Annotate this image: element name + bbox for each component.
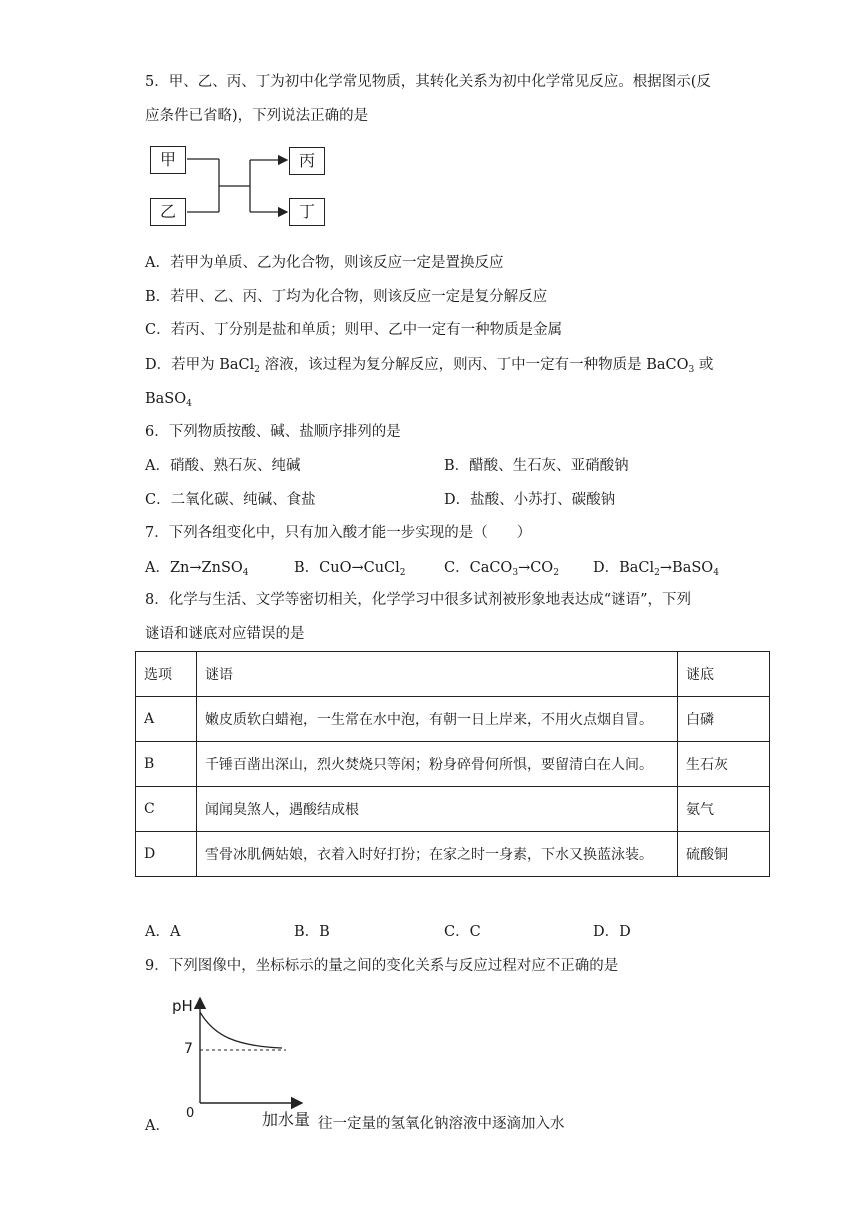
row-answer: 白磷 [678, 697, 770, 742]
q6-option-a: A．硝酸、熟石灰、纯碱 [145, 458, 301, 474]
diagram-box-bing: 丙 [289, 147, 325, 175]
q6-option-b: B．醋酸、生石灰、亚硝酸钠 [444, 458, 629, 474]
q7-option-d-text2: →BaSO [659, 560, 714, 576]
row-answer: 生石灰 [678, 742, 770, 787]
q7-stem: 7．下列各组变化中，只有加入酸才能一步实现的是（ ） [145, 525, 532, 541]
graph-origin: 0 [186, 1106, 195, 1121]
q7-option-c-text1: C．CaCO [444, 560, 513, 576]
q5-option-d-part3: 或 [694, 357, 714, 373]
q5-stem-line1: 5．甲、乙、丙、丁为初中化学常见物质，其转化关系为初中化学常见反应。根据图示(反 [145, 74, 711, 90]
q5-option-c: C．若丙、丁分别是盐和单质；则甲、乙中一定有一种物质是金属 [145, 322, 563, 338]
diagram-box-ding: 丁 [289, 198, 325, 226]
header-answer: 谜底 [678, 652, 770, 697]
q8-option-c: C．C [444, 924, 481, 940]
q5-option-b: B．若甲、乙、丙、丁均为化合物，则该反应一定是复分解反应 [145, 289, 548, 305]
graph-xlabel: 加水量 [262, 1110, 311, 1129]
row-option: A [136, 697, 197, 742]
row-answer: 氨气 [678, 787, 770, 832]
q8-option-d: D．D [593, 924, 631, 940]
q7-option-d-sub2: 4 [713, 568, 719, 578]
diagram-box-jia: 甲 [150, 146, 186, 174]
q5-option-d-sub2: 3 [688, 365, 695, 375]
q7-option-a-text: A．Zn→ZnSO [145, 560, 243, 576]
row-riddle: 闻闻臭煞人，遇酸结成根 [197, 787, 678, 832]
ph-curve [200, 1012, 282, 1048]
q7-option-b-sub: 2 [399, 568, 406, 578]
q7-option-b-text: B．CuO→CuCl [294, 560, 400, 576]
q6-stem: 6．下列物质按酸、碱、盐顺序排列的是 [145, 424, 401, 440]
q5-stem-line2: 应条件已省略)，下列说法正确的是 [145, 108, 369, 124]
q7-option-c-sub2: 2 [553, 568, 559, 578]
q9-option-a-label: A． [145, 1118, 170, 1134]
row-answer: 硫酸铜 [678, 832, 770, 877]
q8-option-a: A．A [145, 924, 181, 940]
q5-option-d-part1: D．若甲为 BaCl [145, 357, 255, 373]
graph-ylabel: pH [172, 997, 193, 1015]
q9-option-a-text: 往一定量的氢氧化钠溶液中逐滴加入水 [318, 1116, 565, 1132]
q5-option-d-line2-sub: 4 [186, 399, 192, 409]
q5-option-d-line2-part: BaSO [145, 391, 187, 407]
row-option: C [136, 787, 197, 832]
row-option: D [136, 832, 197, 877]
row-riddle: 千锤百凿出深山，烈火焚烧只等闲；粉身碎骨何所惧，要留清白在人间。 [197, 742, 678, 787]
q5-option-d-part2: 溶液，该过程为复分解反应，则丙、丁中一定有一种物质是 BaCO [260, 357, 689, 373]
q8-option-b: B．B [294, 924, 330, 940]
q9-stem: 9．下列图像中，坐标标示的量之间的变化关系与反应过程对应不正确的是 [145, 958, 619, 974]
diagram-box-yi: 乙 [150, 198, 186, 226]
graph-ref-value: 7 [184, 1041, 193, 1057]
header-riddle: 谜语 [197, 652, 678, 697]
q8-stem-line1: 8．化学与生活、文学等密切相关，化学学习中很多试剂被形象地表达成“谜语”，下列 [145, 592, 692, 608]
q8-stem-line2: 谜语和谜底对应错误的是 [145, 626, 305, 642]
row-riddle: 嫩皮质软白蜡袍，一生常在水中泡，有朝一日上岸来，不用火点烟自冒。 [197, 697, 678, 742]
q7-option-a-sub: 4 [242, 568, 249, 578]
q7-option-d-text1: D．BaCl [593, 560, 655, 576]
q5-option-d-sub1: 2 [254, 365, 261, 375]
q7-option-d-sub1: 2 [654, 568, 660, 578]
q7-option-c-text2: →CO [518, 560, 554, 576]
q6-option-c: C．二氧化碳、纯碱、食盐 [145, 492, 316, 508]
row-option: B [136, 742, 197, 787]
q5-option-a: A．若甲为单质、乙为化合物，则该反应一定是置换反应 [145, 255, 504, 271]
row-riddle: 雪骨冰肌俩姑娘，衣着入时好打扮；在家之时一身素，下水又换蓝泳装。 [197, 832, 678, 877]
q7-option-c-sub1: 3 [512, 568, 519, 578]
q6-option-d: D．盐酸、小苏打、碳酸钠 [444, 492, 616, 508]
header-option: 选项 [136, 652, 197, 697]
